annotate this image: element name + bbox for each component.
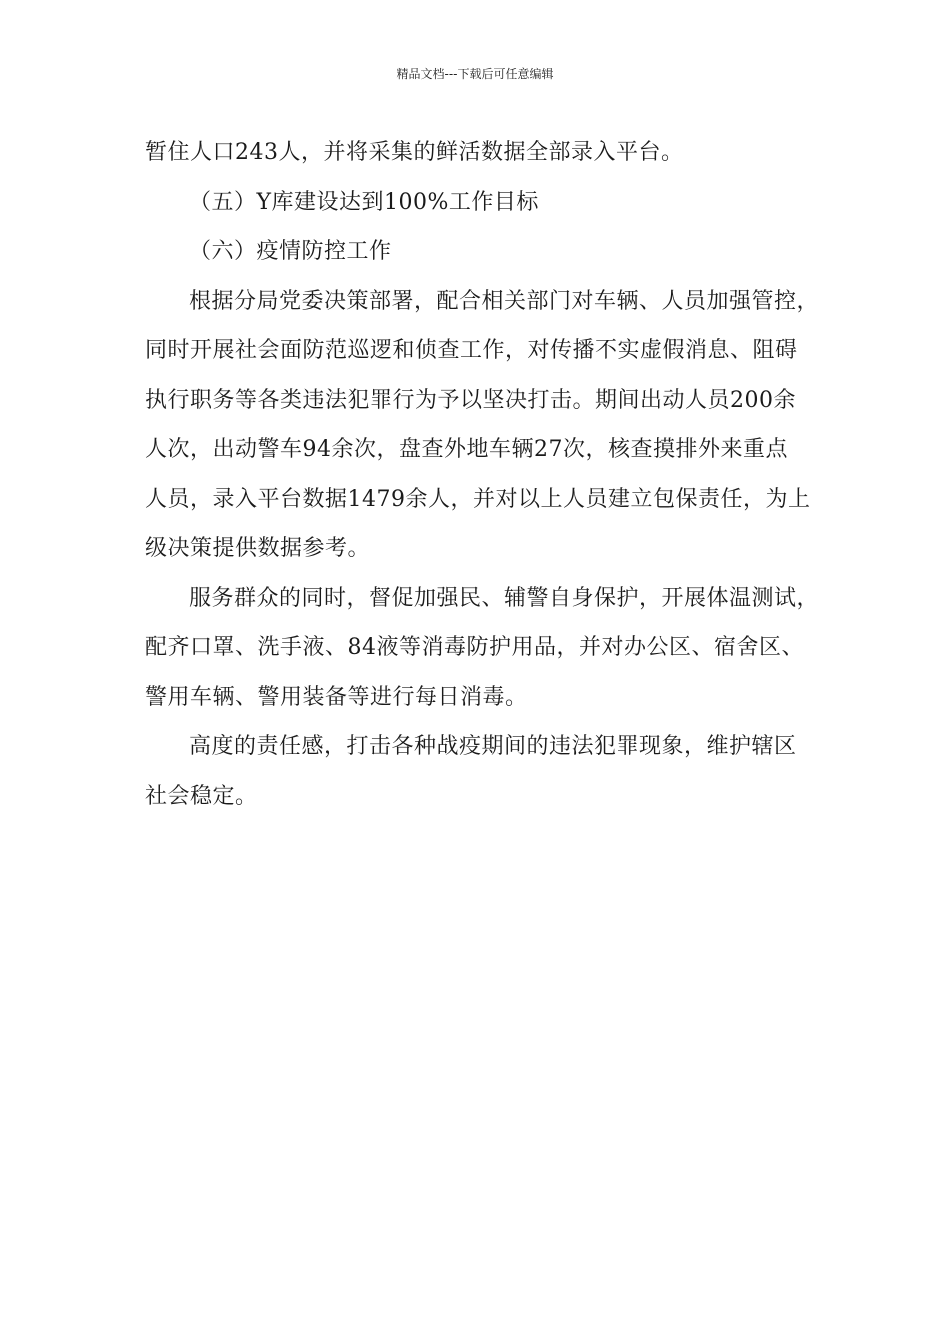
- section-heading: （五）Y库建设达到100%工作目标: [189, 189, 539, 215]
- text-line: 配齐口罩、洗手液、84液等消毒防护用品，并对办公区、宿舍区、: [145, 635, 804, 660]
- text-line: 人员，录入平台数据1479余人，并对以上人员建立包保责任，为上: [145, 486, 811, 512]
- page-header: 精品文档---下载后可任意编辑: [396, 67, 554, 81]
- text-line: 高度的责任感，打击各种战疫期间的违法犯罪现象，维护辖区: [189, 734, 797, 759]
- section-heading: （六）疫情防控工作: [189, 239, 392, 264]
- text-line: 人次，出动警车94余次，盘查外地车辆27次，核查摸排外来重点: [145, 437, 788, 462]
- document-body: [145, 128, 820, 821]
- text-line: 服务群众的同时，督促加强民、辅警自身保护，开展体温测试，: [189, 585, 820, 611]
- text-line: 警用车辆、警用装备等进行每日消毒。: [145, 684, 528, 710]
- text-line: 执行职务等各类违法犯罪行为予以坚决打击。期间出动人员200余: [145, 387, 796, 413]
- text-line: 暂住人口243人，并将采集的鲜活数据全部录入平台。: [145, 140, 684, 165]
- text-line: 社会稳定。: [145, 783, 258, 809]
- text-line: 根据分局党委决策部署，配合相关部门对车辆、人员加强管控，: [189, 288, 820, 314]
- text-line: 级决策提供数据参考。: [145, 536, 371, 561]
- text-line: 同时开展社会面防范巡逻和侦查工作，对传播不实虚假消息、阻碍: [145, 338, 798, 363]
